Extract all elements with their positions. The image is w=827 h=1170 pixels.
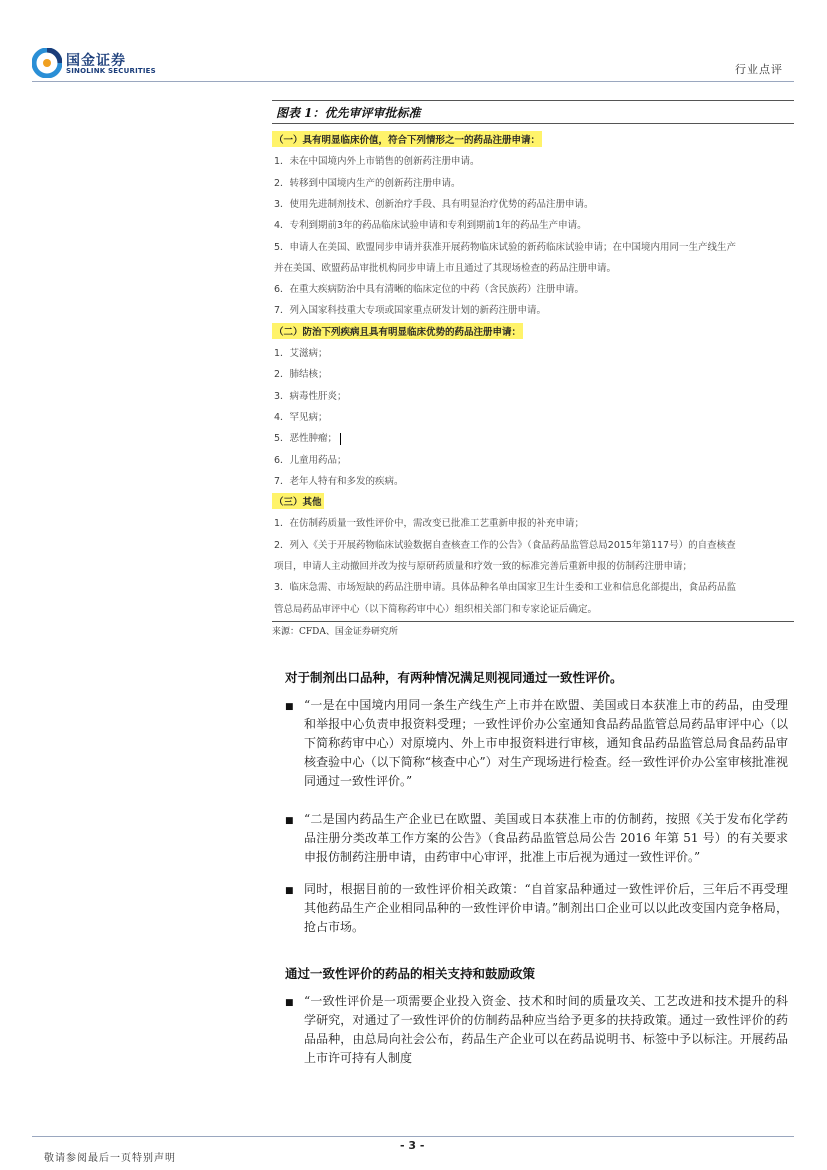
figure-line xyxy=(272,472,794,488)
figure-line-text: 4．专利到期前3年的药品临床试验申请和专利到期前1年的药品生产申请。 xyxy=(274,220,587,232)
figure-line-text: （二）防治下列疾病且具有明显临床优势的药品注册申请： xyxy=(272,323,523,339)
figure-line xyxy=(272,301,794,317)
figure-line-text: 3．病毒性肝炎； xyxy=(274,390,347,402)
figure-line-text: 3．临床急需、市场短缺的药品注册申请。具体品种名单由国家卫生计生委和工业和信息化部提出，食品药品监 xyxy=(274,582,737,594)
figure-line-text: 1．在仿制药质量一致性评价中，需改变已批准工艺重新申报的补充申请； xyxy=(274,518,585,530)
figure-line xyxy=(272,238,794,254)
footer-divider xyxy=(32,1136,794,1137)
footer-disclaimer: 敬请参阅最后一页特别声明 xyxy=(44,1153,176,1164)
figure-section-heading xyxy=(272,131,794,147)
paragraph-support-1: “一致性评价是一项需要企业投入资金、技术和时间的质量攻关、工艺改进和技术提升的科学研究，对通过了一致性评价的仿制药品种应当给予更多的扶持政策。通过一致性评价的药品品种，由总局向社会公布，药品生产企业可以在药品说明书、标签中予以标注。开展药品上市许可持有人制度 xyxy=(304,994,788,1065)
figure-line-text: 6．儿童用药品； xyxy=(274,454,347,466)
figure-line-text: 4．罕见病； xyxy=(274,411,328,423)
figure-line-text: 1．未在中国境内外上市销售的创新药注册申请。 xyxy=(274,156,480,168)
figure-line xyxy=(272,365,794,381)
figure-line-text: 6．在重大疾病防治中具有清晰的临床定位的中药（含民族药）注册申请。 xyxy=(274,284,585,296)
figure-line-text: 7．列入国家科技重大专项或国家重点研发计划的新药注册申请。 xyxy=(274,305,547,317)
figure-line-text: 3．使用先进制剂技术、创新治疗手段、具有明显治疗优势的药品注册申请。 xyxy=(274,198,594,210)
bullet-icon: ■ xyxy=(285,886,294,896)
logo-text-cn: 国金证券 xyxy=(66,53,126,69)
figure-line xyxy=(272,344,794,360)
figure-title-row xyxy=(272,101,794,124)
figure-line-text: 5．申请人在美国、欧盟同步申请并获准开展药物临床试验的新药临床试验申请；在中国境内用同一生产线生产 xyxy=(274,241,737,253)
figure-line-text: 1．艾滋病； xyxy=(274,348,328,359)
paragraph-export-3: 同时，根据目前的一致性评价相关政策：“自首家品种通过一致性评价后，三年后不再受理其他药品生产企业相同品种的一致性评价申请。”制剂出口企业可以以此改变国内竞争格局，抢占市场。 xyxy=(304,882,788,934)
figure-line xyxy=(272,451,794,467)
figure-line xyxy=(272,600,794,616)
report-type-label: 行业点评 xyxy=(735,63,783,76)
figure-line-text: 5．恶性肿瘤； xyxy=(274,433,338,445)
figure-line xyxy=(272,514,794,530)
figure-line xyxy=(272,387,794,403)
figure-line xyxy=(272,174,794,190)
figure-line xyxy=(272,408,794,424)
figure-source: 来源：CFDA、国金证券研究所 xyxy=(272,627,398,637)
section-heading-support: 通过一致性评价的药品的相关支持和鼓励政策 xyxy=(285,966,536,981)
figure-line xyxy=(272,429,794,445)
header-divider xyxy=(32,81,794,82)
figure-line-text: 2．转移到中国境内生产的创新药注册申请。 xyxy=(274,177,461,189)
figure-line xyxy=(272,536,794,552)
bullet-icon: ■ xyxy=(285,816,294,826)
bullet-icon: ■ xyxy=(285,702,294,712)
figure-line-text: 2．列入《关于开展药物临床试验数据自查核查工作的公告》（食品药品监管总局2015年第117号）的自查核查 xyxy=(274,539,736,551)
figure-line-text: 2．肺结核； xyxy=(274,369,328,381)
figure-line-text: （三）其他 xyxy=(272,493,324,509)
sinolink-logo-icon xyxy=(32,48,62,78)
figure-line xyxy=(272,578,794,594)
figure-line-text: 并在美国、欧盟药品审批机构同步申请上市且通过了其现场检查的药品注册申请。 xyxy=(274,262,617,274)
figure-section-heading xyxy=(272,323,794,339)
figure-line-text: 项目，申请人主动撤回并改为按与原研药质量和疗效一致的标准完善后重新申报的仿制药注册申请； xyxy=(274,561,693,572)
figure-line xyxy=(272,557,794,573)
figure-line xyxy=(272,280,794,296)
text-cursor xyxy=(340,433,341,445)
page-number: - 3 - xyxy=(400,1139,425,1152)
figure-line-text: （一）具有明显临床价值，符合下列情形之一的药品注册申请： xyxy=(272,131,542,147)
figure-title: 图表 1：优先审评审批标准 xyxy=(276,106,421,120)
bullet-icon: ■ xyxy=(285,998,294,1008)
figure-line-text: 管总局药品审评中心（以下简称药审中心）组织相关部门和专家论证后确定。 xyxy=(274,603,598,615)
logo-text-en: SINOLINK SECURITIES xyxy=(66,67,156,75)
paragraph-export-1: “一是在中国境内用同一条生产线生产上市并在欧盟、美国或日本获准上市的药品，由受理和举报中心负责申报资料受理；一致性评价办公室通知食品药品监管总局药品审评中心（以下简称药审中心）对原境内、外上市申报资料进行审核，通知食品药品监管总局食品药品审核查验中心（以下简称“核查中心”）对生产现场进行检查。经一致性评价办公室审核批准视同通过一致性评价。” xyxy=(304,698,788,788)
figure-line xyxy=(272,152,794,168)
figure-table xyxy=(272,100,794,622)
figure-line-text: 7．老年人特有和多发的疾病。 xyxy=(274,475,404,487)
paragraph-export-2: “二是国内药品生产企业已在欧盟、美国或日本获准上市的仿制药，按照《关于发布化学药品注册分类改革工作方案的公告》（食品药品监管总局公告 2016 年第 51 号）的有关要求申报仿制药注册申请，由药审中心审评，批准上市后视为通过一致性评价。” xyxy=(304,812,788,864)
figure-line xyxy=(272,216,794,232)
figure-section-heading xyxy=(272,493,794,509)
figure-line xyxy=(272,195,794,211)
figure-line xyxy=(272,259,794,275)
section-heading-export: 对于制剂出口品种，有两种情况满足则视同通过一致性评价。 xyxy=(285,670,623,685)
